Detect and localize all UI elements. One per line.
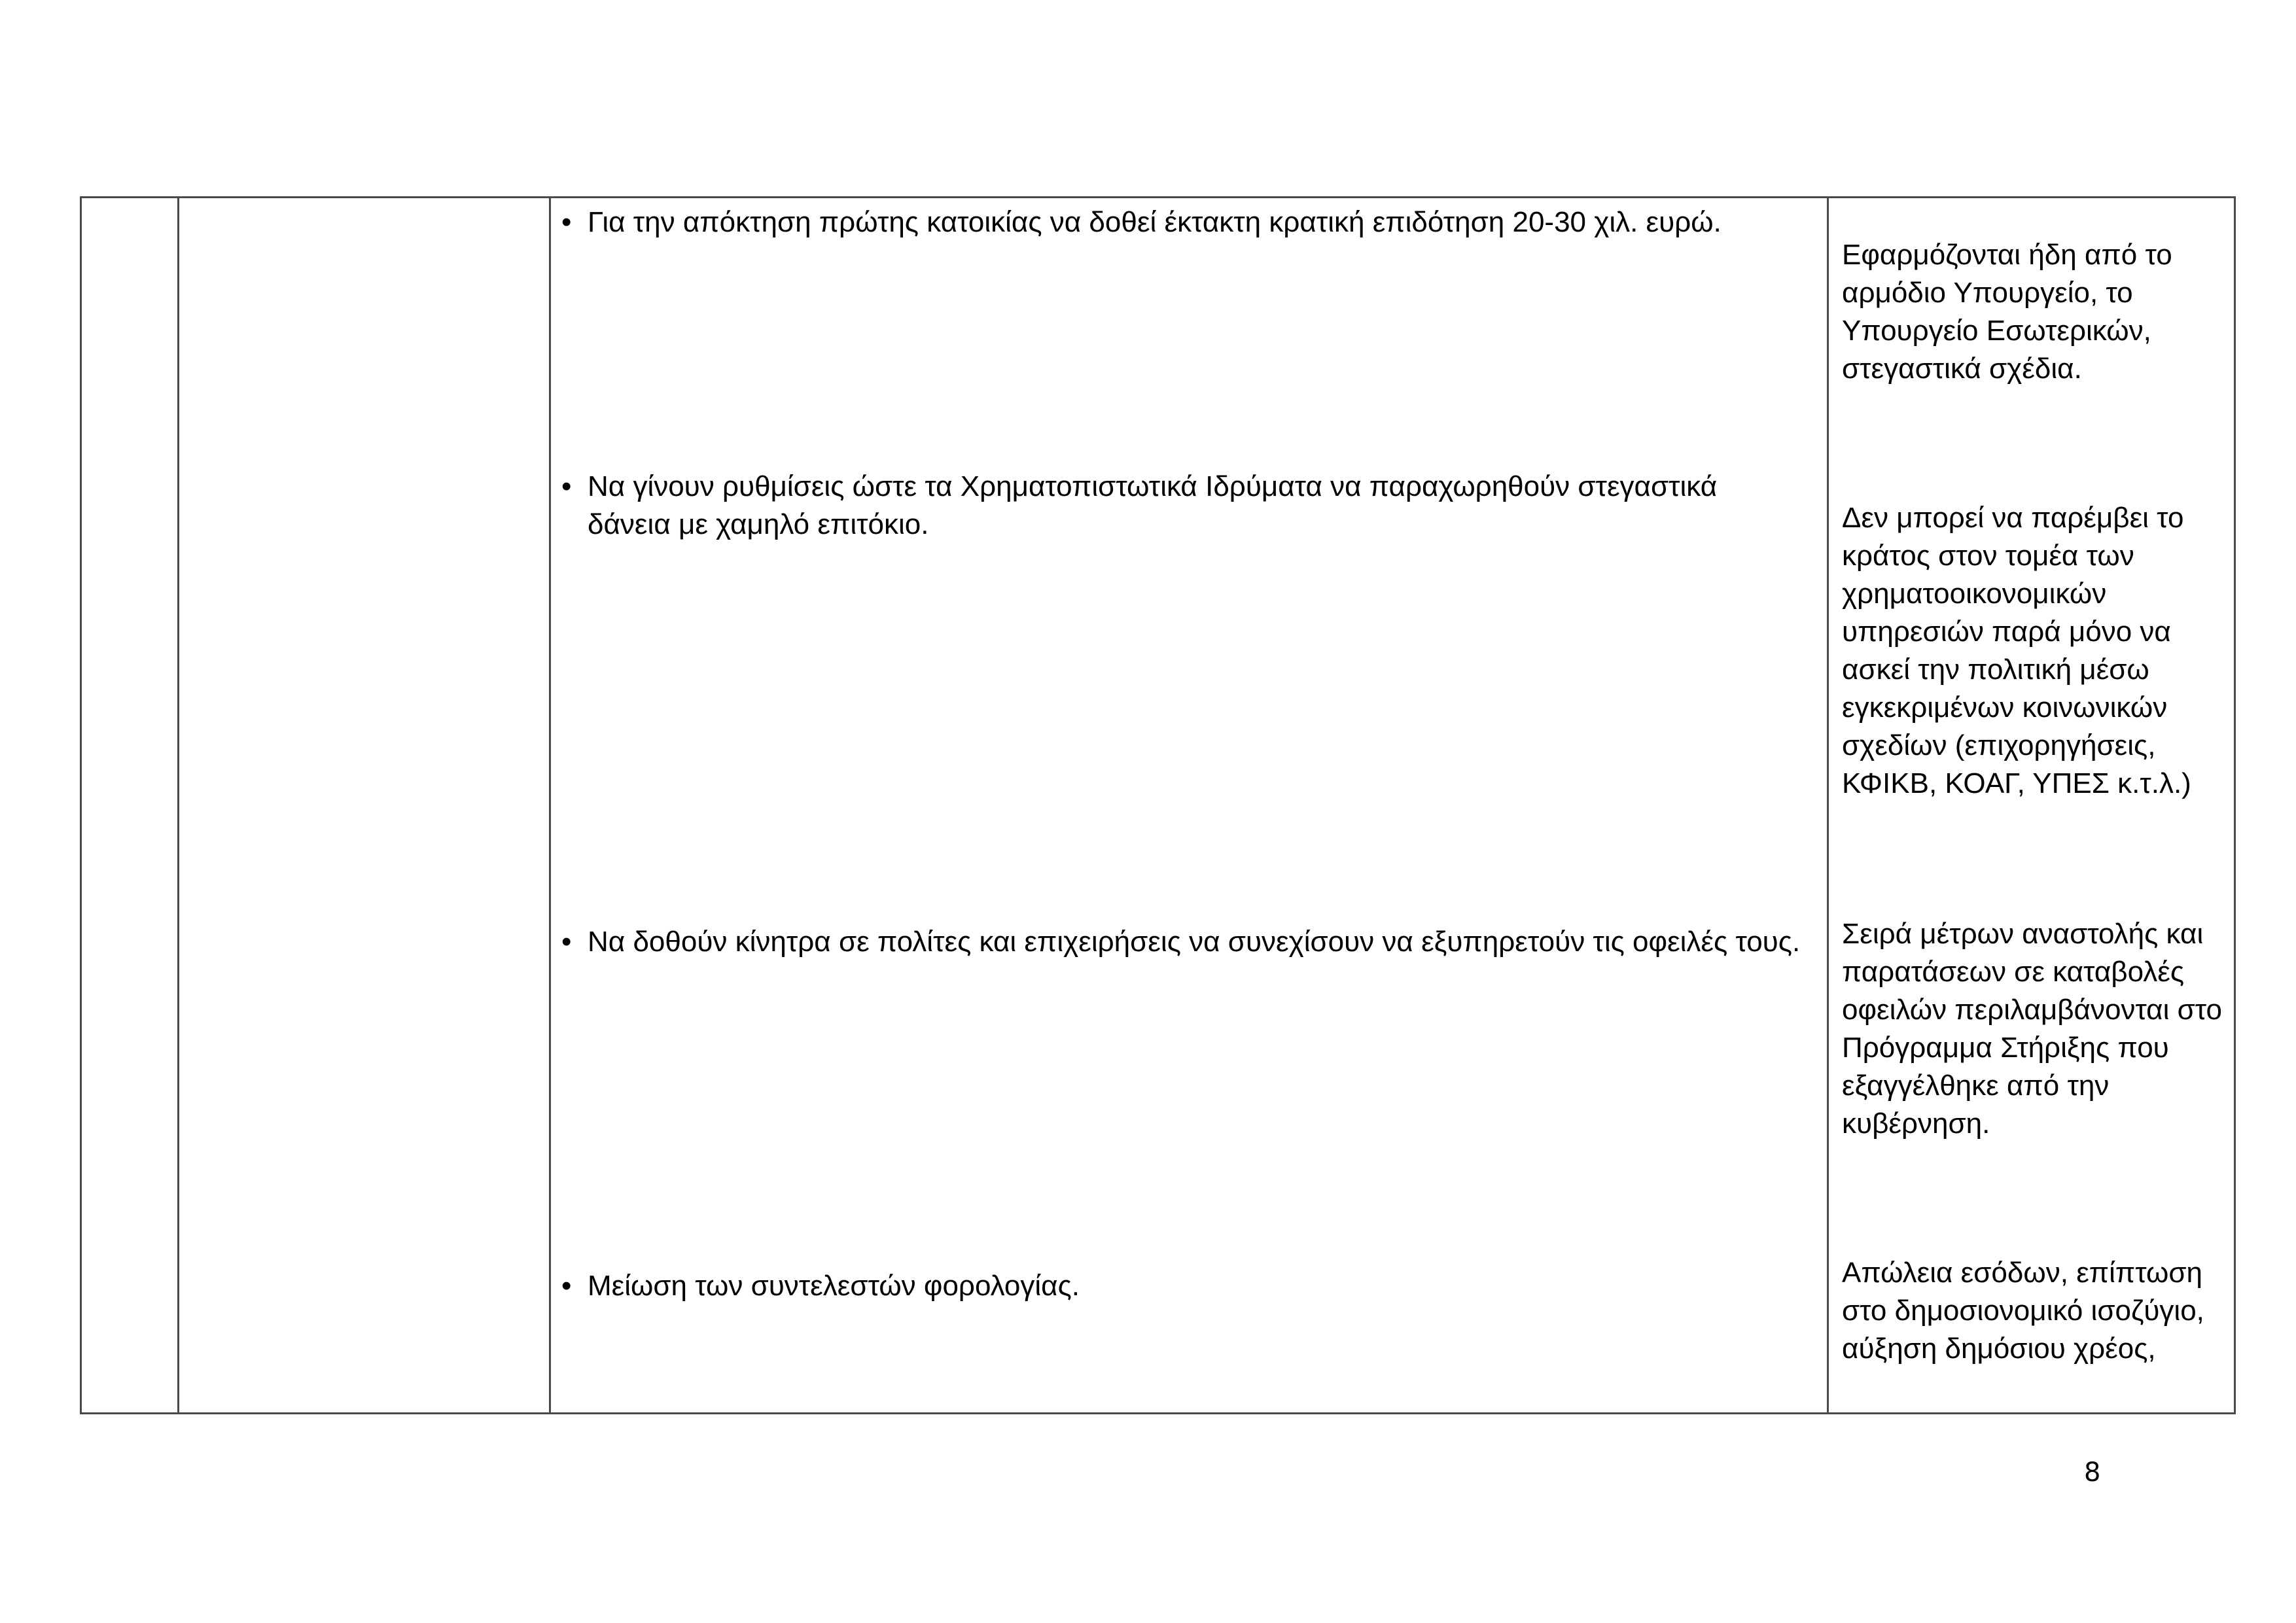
table-cell-number bbox=[81, 198, 179, 1414]
table-row bbox=[81, 198, 2235, 1414]
table-cell-category bbox=[179, 198, 550, 1414]
measure-text: Να γίνουν ρυθμίσεις ώστε τα Χρηματοπιστωτικά Ιδρύματα να παραχωρηθούν στεγαστικά δάνεια με χαμηλό επιτόκιο. bbox=[588, 470, 1718, 540]
measure-text: Μείωση των συντελεστών φορολογίας. bbox=[588, 1270, 1080, 1302]
measure-item bbox=[561, 468, 1805, 544]
table-cell-measures bbox=[550, 198, 1828, 1414]
bullet-icon: • bbox=[561, 206, 572, 238]
measure-item bbox=[561, 1267, 1805, 1305]
bullet-icon: • bbox=[561, 926, 572, 958]
response-text: Δεν μπορεί να παρέμβει το κράτος στον τομέα των χρηματοοικονομικών υπηρεσιών παρά μόνο να ασκεί την πολιτική μέσω εγκεκριμένων κοινωνικών σχεδίων (επιχορηγήσεις, ΚΦΙΚΒ, ΚΟΑΓ, ΥΠΕΣ κ.τ.λ.) bbox=[1842, 502, 2191, 799]
measure-text: Για την απόκτηση πρώτης κατοικίας να δοθεί έκτακτη κρατική επιδότηση 20-30 χιλ. ευρώ. bbox=[588, 206, 1722, 238]
response-text: Απώλεια εσόδων, επίπτωση στο δημοσιονομικό ισοζύγιο, αύξηση δημόσιου χρέος, bbox=[1842, 1257, 2204, 1365]
proposals-table bbox=[80, 196, 2236, 1414]
bullet-icon: • bbox=[561, 1270, 572, 1302]
measure-text: Να δοθούν κίνητρα σε πολίτες και επιχειρήσεις να συνεχίσουν να εξυπηρετούν τις οφειλές τους. bbox=[588, 926, 1801, 958]
page-number: 8 bbox=[2084, 1457, 2101, 1488]
measure-item bbox=[561, 923, 1805, 961]
table-cell-responses bbox=[1828, 198, 2235, 1414]
response-text: Σειρά μέτρων αναστολής και παρατάσεων σε καταβολές οφειλών περιλαμβάνονται στο Πρόγραμμα Στήριξης που εξαγγέλθηκε από την κυβέρνηση. bbox=[1842, 918, 2223, 1140]
measure-item bbox=[561, 203, 1805, 241]
response-text: Εφαρμόζονται ήδη από το αρμόδιο Υπουργείο, το Υπουργείο Εσωτερικών, στεγαστικά σχέδια. bbox=[1842, 239, 2172, 385]
bullet-icon: • bbox=[561, 470, 572, 502]
